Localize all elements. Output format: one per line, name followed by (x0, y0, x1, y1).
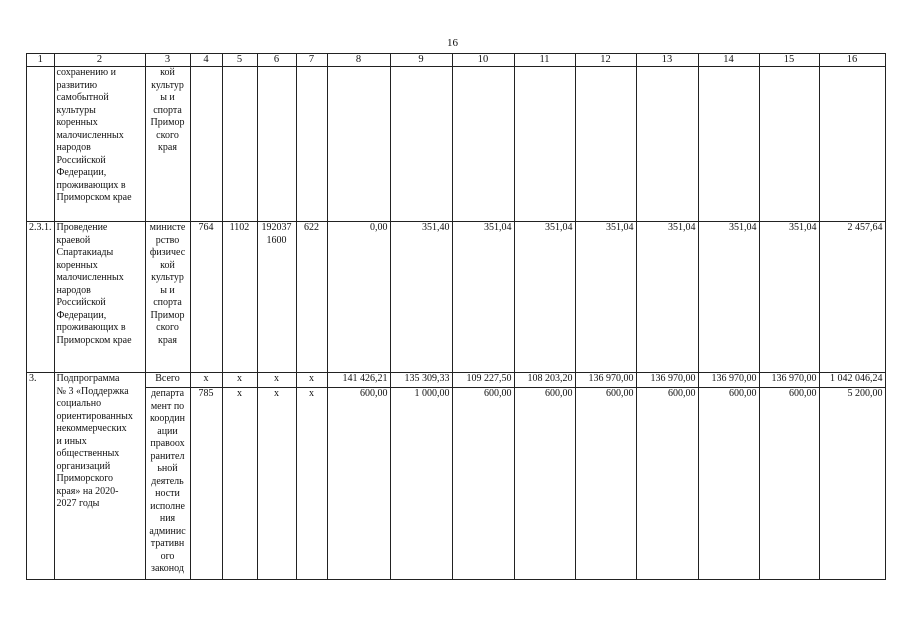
column-header: 15 (759, 54, 819, 67)
amount-total: 2 457,64 (819, 222, 885, 373)
budget-table (26, 53, 886, 580)
column-header: 11 (514, 54, 575, 67)
amount-2024: 351,04 (575, 222, 636, 373)
amount-2024 (575, 67, 636, 222)
amount-2027 (759, 67, 819, 222)
amount-2023: 108 203,20 (514, 373, 575, 388)
amount-2021: 135 309,33 (390, 373, 452, 388)
amount-2027: 136 970,00 (759, 373, 819, 388)
amount-2022: 600,00 (452, 388, 514, 580)
amount-2025 (636, 67, 698, 222)
amount-2027: 351,04 (759, 222, 819, 373)
column-header: 8 (327, 54, 390, 67)
amount-2021: 351,40 (390, 222, 452, 373)
amount-2025: 136 970,00 (636, 373, 698, 388)
amount-2023 (514, 67, 575, 222)
amount-2021: 1 000,00 (390, 388, 452, 580)
column-header: 14 (698, 54, 759, 67)
amount-2025: 600,00 (636, 388, 698, 580)
target-article-code (257, 67, 296, 222)
grbs-code: х (190, 373, 222, 388)
column-header: 2 (54, 54, 145, 67)
amount-2022: 351,04 (452, 222, 514, 373)
event-name: сохранению и развитию самобытной культуры коренных малочисленных народов Российской Федерации, проживающих в Приморском крае (54, 67, 145, 222)
amount-2023: 600,00 (514, 388, 575, 580)
program-name: Подпрограмма № 3 «Поддержка социально ориентированных некоммерческих и иных общественных организаций Приморского края» на 2020- 2027 годы (54, 373, 145, 580)
target-article-code: х (257, 373, 296, 388)
column-header: 1 (27, 54, 55, 67)
amount-2022: 109 227,50 (452, 373, 514, 388)
amount-total: 5 200,00 (819, 388, 885, 580)
page-number: 16 (447, 37, 458, 49)
expense-type-code: х (296, 388, 327, 580)
executor: департа мент по координ ации правоох ранител ьной деятель ности исполне ния админис тративн ого законод (145, 388, 190, 580)
table-row (27, 222, 886, 373)
column-number-row (27, 54, 886, 67)
amount-2021 (390, 67, 452, 222)
amount-2026: 136 970,00 (698, 373, 759, 388)
section-code: 1102 (222, 222, 257, 373)
amount-2020: 0,00 (327, 222, 390, 373)
amount-2024: 600,00 (575, 388, 636, 580)
expense-type-code (296, 67, 327, 222)
program-department-row (27, 388, 886, 580)
column-header: 4 (190, 54, 222, 67)
column-header: 12 (575, 54, 636, 67)
grbs-code (190, 67, 222, 222)
amount-2027: 600,00 (759, 388, 819, 580)
row-number (27, 67, 55, 222)
amount-2025: 351,04 (636, 222, 698, 373)
amount-2023: 351,04 (514, 222, 575, 373)
total-label: Всего (145, 373, 190, 388)
column-header: 16 (819, 54, 885, 67)
row-number: 2.3.1. (27, 222, 55, 373)
amount-2020: 141 426,21 (327, 373, 390, 388)
column-header: 7 (296, 54, 327, 67)
column-header: 5 (222, 54, 257, 67)
section-code (222, 67, 257, 222)
amount-2020 (327, 67, 390, 222)
amount-2026: 600,00 (698, 388, 759, 580)
amount-total (819, 67, 885, 222)
amount-2024: 136 970,00 (575, 373, 636, 388)
amount-2026: 351,04 (698, 222, 759, 373)
program-total-row (27, 373, 886, 388)
column-header: 6 (257, 54, 296, 67)
table-row (27, 67, 886, 222)
row-number: 3. (27, 373, 55, 580)
expense-type-code: х (296, 373, 327, 388)
column-header: 9 (390, 54, 452, 67)
event-name: Проведение краевой Спартакиады коренных малочисленных народов Российской Федерации, проживающих в Приморском крае (54, 222, 145, 373)
amount-2020: 600,00 (327, 388, 390, 580)
expense-type-code: 622 (296, 222, 327, 373)
amount-2026 (698, 67, 759, 222)
grbs-code: 785 (190, 388, 222, 580)
executor: министе рство физичес кой культур ы и спорта Примор ского края (145, 222, 190, 373)
target-article-code: 192037 1600 (257, 222, 296, 373)
target-article-code: х (257, 388, 296, 580)
grbs-code: 764 (190, 222, 222, 373)
column-header: 10 (452, 54, 514, 67)
column-header: 3 (145, 54, 190, 67)
executor: кой культур ы и спорта Примор ского края (145, 67, 190, 222)
column-header: 13 (636, 54, 698, 67)
section-code: х (222, 388, 257, 580)
amount-total: 1 042 046,24 (819, 373, 885, 388)
section-code: х (222, 373, 257, 388)
amount-2022 (452, 67, 514, 222)
